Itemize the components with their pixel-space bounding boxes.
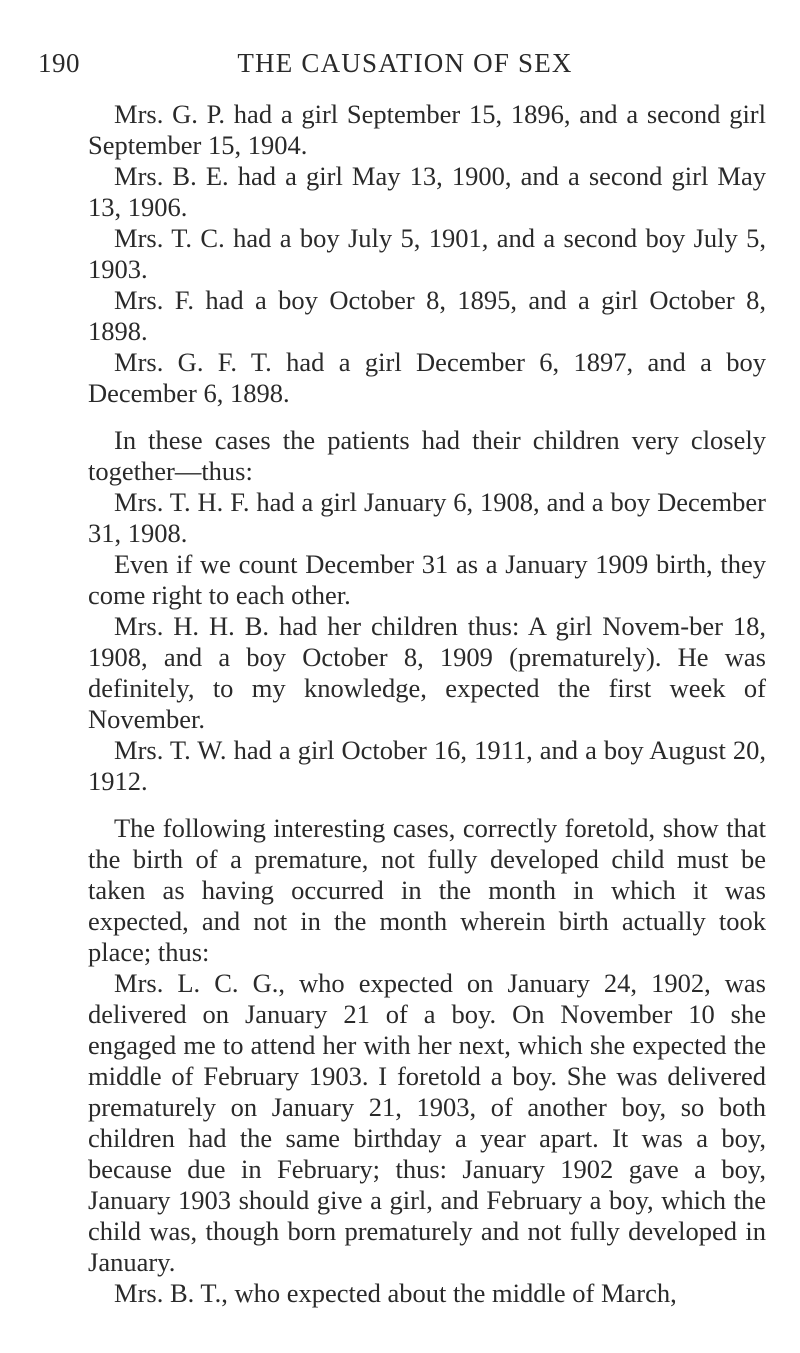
paragraph: The following interesting cases, correctly foretold, show that the birth of a premature, not fully developed child must be taken as having occurred in the month in which it was expected, and not in the month wherein birth actually took place; thus: [88,813,766,967]
paragraph: In these cases the patients had their children very closely together—thus: [88,425,766,486]
paragraph: Even if we count December 31 as a January 1909 birth, they come right to each other. [88,549,766,610]
paragraph: Mrs. L. C. G., who expected on January 24, 1902, was delivered on January 21 of a boy. On November 10 she engaged me to attend her with her next, which she expected the middle of February 1903. I foretold a boy. She was delivered prematurely on January 21, 1903, of another boy, so both children had the same birthday a year apart. It was a boy, because due in February; thus: January 1902 gave a boy, January 1903 should give a girl, and February a boy, which the child was, though born prematurely and not fully developed in January. [88,968,766,1277]
paragraph: Mrs. H. H. B. had her children thus: A girl Novem-ber 18, 1908, and a boy October 8, 1909 (prematurely). He was definitely, to my knowledge, expected the first week of November. [88,611,766,734]
paragraph: Mrs. T. W. had a girl October 16, 1911, and a boy August 20, 1912. [88,735,766,796]
running-title: THE CAUSATION OF SEX [237,48,573,78]
body-text [88,99,766,1309]
paragraph: Mrs. F. had a boy October 8, 1895, and a girl October 8, 1898. [88,285,766,346]
running-head [38,48,766,88]
page-number: 190 [38,48,80,78]
paragraph: Mrs. T. C. had a boy July 5, 1901, and a second boy July 5, 1903. [88,223,766,284]
paragraph: Mrs. G. F. T. had a girl December 6, 1897, and a boy December 6, 1898. [88,347,766,408]
paragraph: Mrs. B. E. had a girl May 13, 1900, and a second girl May 13, 1906. [88,161,766,222]
paragraph: Mrs. T. H. F. had a girl January 6, 1908, and a boy December 31, 1908. [88,487,766,548]
paragraph: Mrs. G. P. had a girl September 15, 1896, and a second girl September 15, 1904. [88,99,766,160]
paragraph: Mrs. B. T., who expected about the middle of March, [114,1278,677,1308]
